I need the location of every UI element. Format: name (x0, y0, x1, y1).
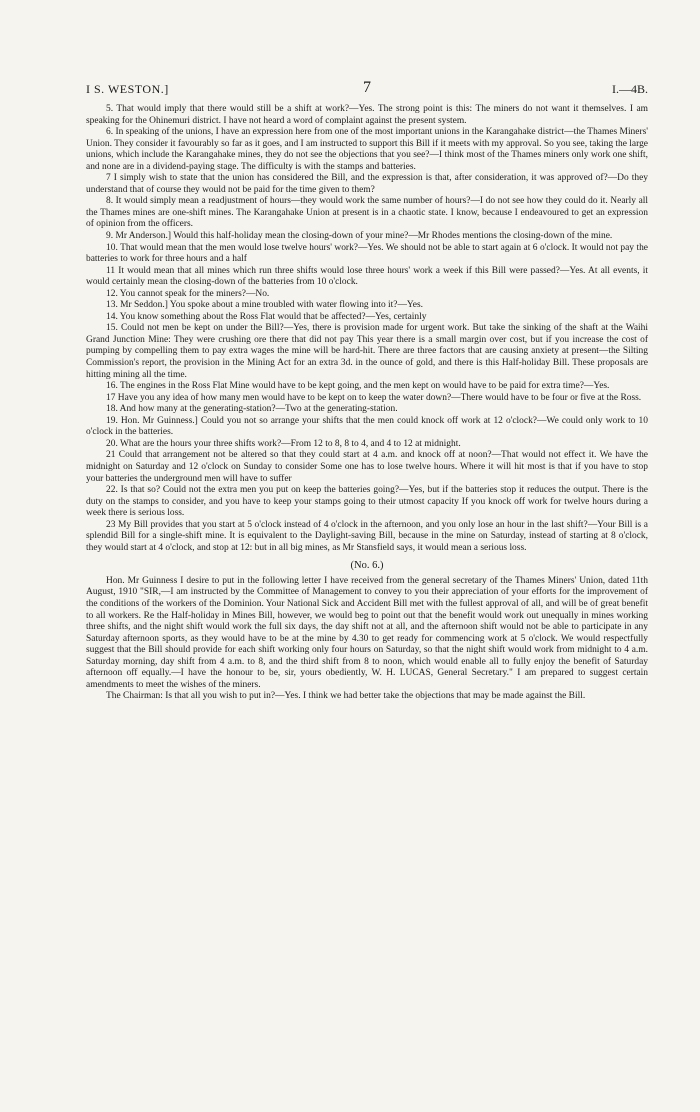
letter-paragraph: Hon. Mr Guinness I desire to put in the following letter I have received from the general secretary of the Thames Miners' Union, dated 11th August, 1910 "SIR,—I am instructed by the Committee of Management to convey to you their appreciation of your efforts for the improvement of the conditions of the workers of the Dominion. Your National Sick and Accident Bill met with the fullest approval of all, and will be of great benefit to all workers. Re the Half-holiday in Mines Bill, however, we would beg to point out that the benefit would work out unequally in mines working three shifts, and the night shift would work the full six days, the day shift not at all, and the afternoon shift would not be able to participate in any Saturday afternoon sports, as they would have to be at the mine by 4.30 to get ready for commencing work at 5 o'clock. We would respectfully suggest that the Bill should provide for each shift working only four hours on Saturday, so that the night shift would work from midnight to 4 a.m. Saturday morning, day shift from 4 a.m. to 8, and the third shift from 8 to noon, which would enable all to fully enjoy the benefit of Saturday afternoon off equally.—I have the honour to be, sir, yours obediently, W. H. LUCAS, General Secretary." I am prepared to suggest certain amendments to meet the wishes of the miners. (86, 575, 648, 690)
chairman-paragraph: The Chairman: Is that all you wish to put in?—Yes. I think we had better take the objections that may be made against the Bill. (106, 691, 586, 702)
running-header (86, 79, 648, 98)
paragraph-21: 21 Could that arrangement not be altered so that they could start at 4 a.m. and knock off at noon?—That would not effect it. We have the midnight on Saturday and 12 o'clock on Sunday to consider Some one has to lose twelve hours. Where it will hit most is that if you have to stop your batteries the underground men will have to suffer (86, 450, 648, 484)
paragraph-17: 17 Have you any idea of how many men would have to be kept on to keep the water down?—There would have to be four or five at the Ross. (106, 392, 642, 403)
paragraph-14: 14. You know something about the Ross Flat would that be affected?—Yes, certainly (106, 311, 427, 322)
paragraph-23: 23 My Bill provides that you start at 5 o'clock instead of 4 o'clock in the afternoon, and you only lose an hour in the last shift?—Your Bill is a splendid Bill for a single-shift mine. It is equivalent to the Daylight-saving Bill, because in the mine on Saturday, instead of starting at 8 o'clock, they would start at 4 o'clock, and stop at 12: but in all big mines, as Mr Stansfield says, it would mean a serious loss. (86, 519, 648, 553)
header-witness-name: I S. WESTON.] (86, 82, 169, 96)
section-heading: (No. 6.) (350, 560, 384, 572)
paragraph-15: 15. Could not men be kept on under the Bill?—Yes, there is provision made for urgent work. But take the sinking of the shaft at the Waihi Grand Junction Mine: They were crushing ore there that did not pay This year there is a small margin over cost, but if you increase the cost of pumping by compelling them to pay extra wages the mine will be hard-hit. There are three factors that are causing anxiety at present—the Silting Commission's report, the provision in the Mining Act for an extra 3d. in the ounce of gold, and there is this Half-holiday Bill. These proposals are hitting mining all the time. (86, 323, 648, 380)
header-paper-reference: I.—4B. (612, 82, 648, 96)
page-body (86, 104, 648, 703)
paragraph-18: 18. And how many at the generating-station?—Two at the generating-station. (106, 404, 398, 415)
paragraph-9: 9. Mr Anderson.] Would this half-holiday mean the closing-down of your mine?—Mr Rhodes mentions the closing-down of the mine. (106, 231, 613, 242)
paragraph-8: 8. It would simply mean a readjustment of hours—they would work the same number of hours?—I do not see how they could do it. Nearly all the Thames mines are one-shift mines. The Karangahake Union at present is in a chaotic state. I know, because I endeavoured to get an expression of opinion from the officers. (86, 196, 648, 230)
paragraph-19: 19. Hon. Mr Guinness.] Could you not so arrange your shifts that the men could knock off work at 12 o'clock?—We could only work to 10 o'clock in the batteries. (86, 415, 648, 438)
paragraph-20: 20. What are the hours your three shifts work?—From 12 to 8, 8 to 4, and 4 to 12 at midnight. (106, 438, 461, 449)
paragraph-12: 12. You cannot speak for the miners?—No. (106, 288, 270, 299)
paragraph-11: 11 It would mean that all mines which run three shifts would lose three hours' work a week if this Bill were passed?—Yes. At all events, it would certainly mean the closing-down of the batteries from 10 o'clock. (86, 265, 648, 288)
paragraph-6: 6. In speaking of the unions, I have an expression here from one of the most important unions in the Karangahake district—the Thames Miners' Union. They consider it favourably so far as it goes, and I am instructed to support this Bill if it meets with my approval. So you see, taking the large unions, which include the Karangahake mines, they do not see the objections that you see?—I think most of the Thames miners only work one shift, and none are in a dividend-paying stage. The difficulty is with the stamps and batteries. (86, 127, 648, 172)
paragraph-13: 13. Mr Seddon.] You spoke about a mine troubled with water flowing into it?—Yes. (106, 300, 424, 311)
paragraph-22: 22. Is that so? Could not the extra men you put on keep the batteries going?—Yes, but if the batteries stop it reduces the output. There is the duty on the stamps to consider, and you have to keep your stamps going to their utmost capacity If you knock off work for twelve hours during a week there is serious loss. (86, 485, 648, 519)
page-number: 7 (363, 79, 371, 96)
paragraph-7: 7 I simply wish to state that the union has considered the Bill, and the expression is that, after consideration, it was approved of?—Do they understand that of course they would not be paid for the time given to them? (86, 173, 648, 195)
paragraph-16: 16. The engines in the Ross Flat Mine would have to be kept going, and the men kept on would have to be paid for extra time?—Yes. (106, 381, 610, 392)
paragraph-10: 10. That would mean that the men would lose twelve hours' work?—Yes. We should not be able to start again at 6 o'clock. It would not pay the batteries to work for three hours and a half (86, 242, 648, 265)
paragraph-5: 5. That would imply that there would still be a shift at work?—Yes. The strong point is this: The miners do not want it themselves. I am speaking for the Ohinemuri district. I have not heard a word of complaint against the present system. (86, 104, 648, 126)
